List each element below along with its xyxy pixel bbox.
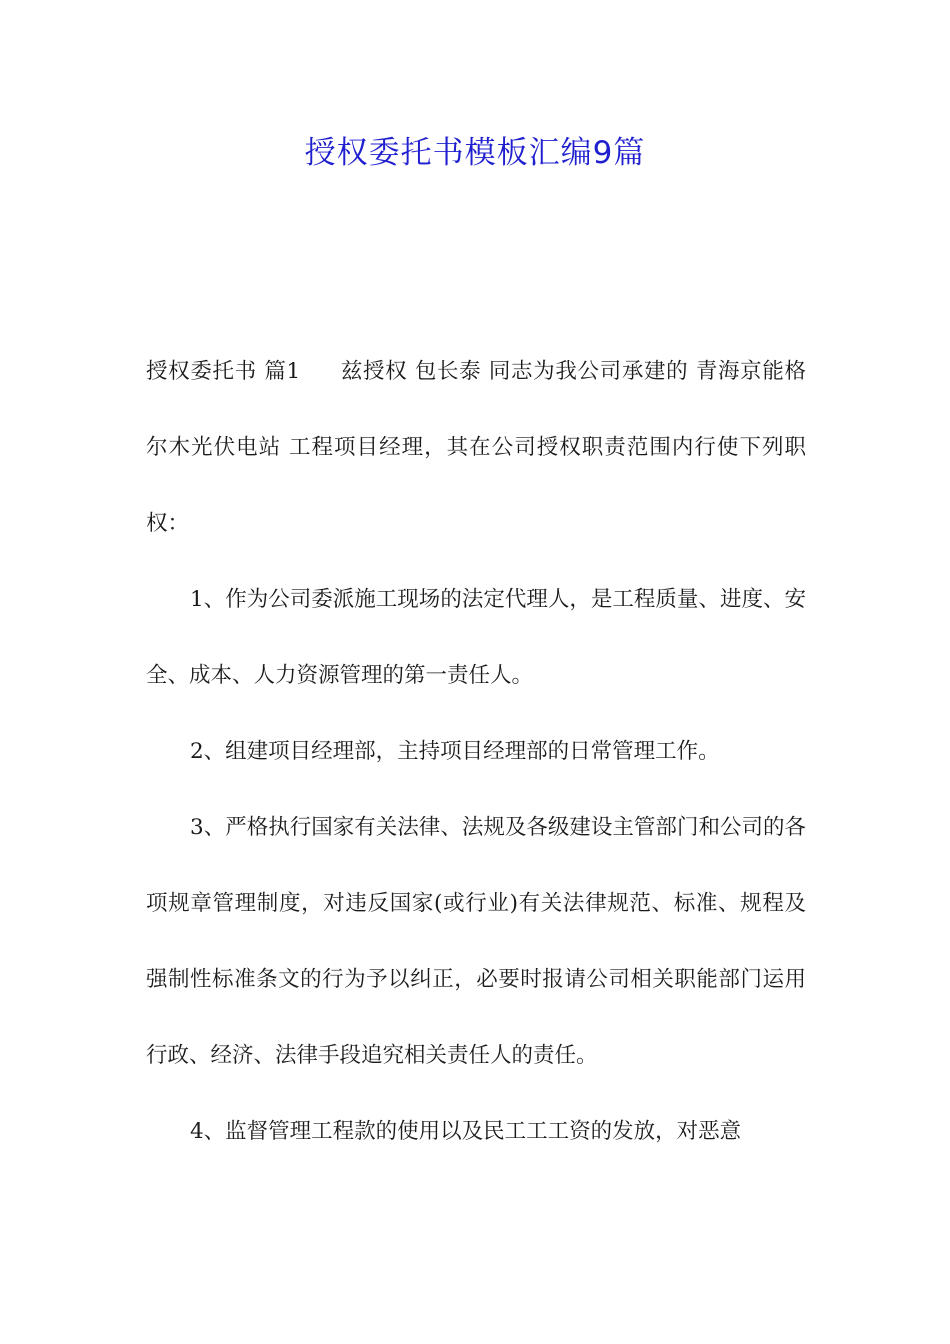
paragraph-3: 3、严格执行国家有关法律、法规及各级建设主管部门和公司的各项规章管理制度，对违反国家(或行业)有关法律规范、标准、规程及强制性标准条文的行为予以纠正，必要时报请公司相关职能部门运用行政、经济、法律手段追究相关责任人的责任。 [146,815,806,1068]
document-title: 授权委托书模板汇编9篇 [304,135,646,171]
intro-paragraph [146,334,806,562]
paragraph-1: 1、作为公司委派施工现场的法定代理人，是工程质量、进度、安全、成本、人力资源管理的第一责任人。 [146,587,806,688]
paragraph-4: 4、监督管理工程款的使用以及民工工工资的发放，对恶意 [190,1119,742,1144]
section-heading: 授权委托书 篇1 [146,359,301,384]
paragraph-2: 2、组建项目经理部，主持项目经理部的日常管理工作。 [190,739,720,764]
document-body [146,334,806,1170]
intro-text: 兹授权 包长泰 同志为我公司承建的 青海京能格尔木光伏电站 工程项目经理，其在公司授权职责范围内行使下列职权： [146,359,807,536]
